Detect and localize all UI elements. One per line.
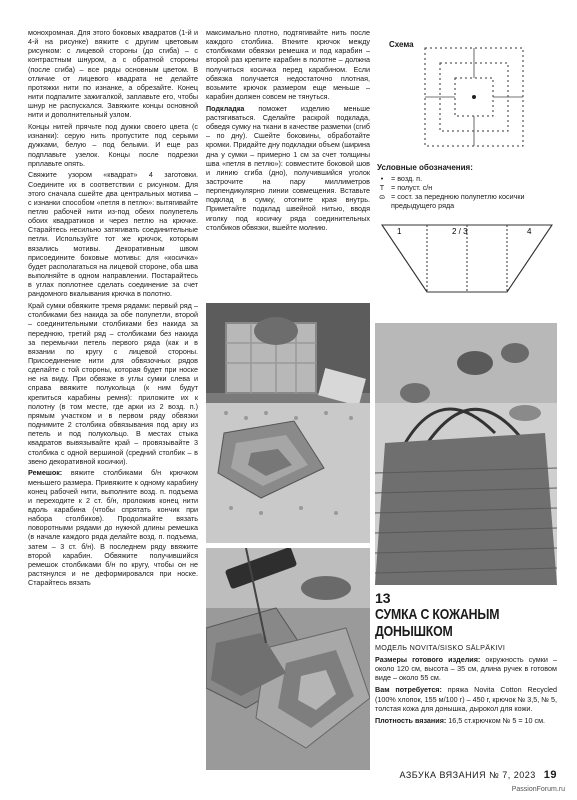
- pattern-title: СУМКА С КОЖАНЫМ ДОНЫШКОМ: [375, 606, 500, 640]
- bag-label-4: 4: [527, 227, 532, 236]
- pattern-model: МОДЕЛЬ NOVITA/SISKO SÄLPÄKIVI: [375, 643, 506, 652]
- bag-label-1: 1: [397, 227, 402, 236]
- pattern-size: [375, 655, 557, 682]
- legend-row: [377, 192, 557, 210]
- pattern-info: [375, 590, 557, 728]
- bag-assembly-diagram: [377, 220, 557, 300]
- photo-basket-with-square: [206, 303, 370, 543]
- legend-text: = полуст. с/н: [391, 183, 433, 192]
- legend-text: = сост. за переднюю полупетлю косички предыдущего ряда: [391, 192, 525, 210]
- paragraph: Концы нитей прячьте под дужки своего цвета (с изнанки): серую нить пропустите под серыми дужками, белую – под белыми. И еще раз подплавьте узелок. Концы после подрезки прплавьте опять.: [28, 122, 198, 168]
- pattern-density-text: 16,5 ст.крючком № 5 = 10 см.: [448, 715, 546, 725]
- legend-text: = возд. п.: [391, 174, 423, 183]
- legend-symbol: ɷ: [379, 192, 385, 201]
- pattern-size-label: Размеры готового изделия:: [375, 655, 481, 664]
- page-footer: [399, 769, 557, 781]
- legend-title: Условные обозначения:: [377, 163, 473, 172]
- text-column-left: [28, 28, 198, 590]
- photo-finished-bag: [375, 323, 557, 585]
- paragraph: Край сумки обвяжите тремя рядами: первый ряд – столбиками без накида за обе полупетли, второй – соединительными столбиками без накида за переднюю, третий ряд – столбиками без накида за перемычки петель первого ряда (как и в вязании по кругу с лицевой стороны. Присоединение нити для обвязочных рядов сделайте с той стороны, которая будет при носке не на виду. При обвязке в углы сумки слева и справа ввяжите полукольца (к ним будут крепиться карабины ремня): приложите их к полотну (в том месте, где арки из 2 возд. п.) прямым участком и в первом ряду обвязки поднимите 2 столбика обвязывания под арку из петель и под полукольцо. В местах стыка квадратов вывязывайте край – провязывайте 3 столбика с одной вершиной (средний столбик – в звено декоративной косички).: [28, 301, 198, 466]
- pattern-materials-text: пряжа Novita Cotton Recycled (100% хлопок, 155 м/100 г) – 450 г, крючок № 3,5, № 5, толстая кожа для донышка, дырокол для кожи.: [375, 685, 558, 713]
- crochet-scheme: [375, 28, 557, 328]
- pattern-size-text: окружность сумки – около 120 см, высота – 35 см, длина ручек в готовом виде – около 55 см.: [375, 655, 557, 683]
- paragraph: монохромная. Для этого боковых квадратов (1-й и 4-й на рисунке) вяжите с другим цветовым рисунком: с лицевой стороны (до сгиба) – с контрастным шнуром, а с обратной стороны (после сгиба) – все ряды основным цветом. В отличие от лицевого квадрата не делайте протяжки нити по изнанке, а обрезайте. Конец нити подпалите зажигалкой, заплавьте его, чтобы шнур не распускался. Завяжите концы основной нити и дополнительный узлом.: [28, 28, 198, 120]
- pattern-materials: [375, 685, 557, 712]
- page-number: 19: [543, 769, 557, 781]
- pattern-density-label: Плотность вязания:: [375, 715, 447, 725]
- legend: [377, 163, 557, 210]
- magazine-title: АЗБУКА ВЯЗАНИЯ № 7, 2023: [399, 770, 536, 780]
- pattern-number: 13: [375, 590, 391, 606]
- legend-row: [377, 174, 557, 183]
- bag-label-2-3: 2 / 3: [452, 227, 468, 236]
- pattern-density: [375, 716, 557, 725]
- legend-symbol: •: [380, 174, 384, 183]
- paragraph: максимально плотно, подтягивайте нить после каждого столбика. Вткните крючок между столбиками обвязки ремешка и под карабин – второй раз крепите карабин в полотне – должна получиться косичка перед карабином. Если обвязка получается недостаточно плотная, возьмите крючок размером еще меньше – карабин должен совсем не тянуться.: [206, 28, 370, 102]
- scheme-diagram: [415, 38, 533, 156]
- watermark: PassionForum.ru: [511, 786, 565, 793]
- pattern-materials-label: Вам потребуется:: [375, 685, 442, 695]
- paragraph: Свяжите узором «квадрат» 4 заготовки. Соедините их в соответствии с рисунком. Для этого сначала сшейте два центральных мотива – с изнанки способом «петля в петлю»: вытягивайте петлю рабочей нити из-под обеих полупетель обоих квадратиков и через петлю на крючке. Старайтесь несильно затягивать соединительные петли. Используйте тот же крючок, которым вязались мотивы. Декоративным швом присоедините боковые мотивы: для «косичка» будет располагаться на лицевой стороне, оба шва выполняйте в одном направлении. Постарайтесь в углах поплотнее сделать соединение за счет рандомного вкалывания крючка в полотно.: [28, 170, 198, 299]
- paragraph: Ремешок: вяжите столбиками б/н крючком меньшего размера. Привяжите к одному карабину конец рабочей нити, выполните возд. п. подъема и переходите к 2 ст. б/н, проложив конец нити вдоль карабина (чтобы спрятать кончик при набора столбиков). Продолжайте вязать поворотными рядами до нужной длины ремешка (в начале каждого ряда делайте возд. п. подъема, затем – 3 ст. б/н). В последнем ряду ввяжите второй карабин. Обвяжите получившийся ремешок столбиками б/н по кругу, чтобы он не растянулся и не деформировался при носке. Старайтесь вязать: [28, 468, 198, 588]
- text-column-middle: [206, 28, 370, 234]
- photo-knitted-squares: [206, 548, 370, 770]
- paragraph: Подкладка поможет изделию меньше растягиваться. Сделайте раскрой подклада, обведя сумку на ткани в качестве разметки (сгиб – по дну). Сшейте боковины, обработайте кромки. Придайте дну подкладки объем (ширина дна у сумки – примерно 1 см за счет толщины шва «петля в петлю»): совместите боковой шов и линию сгиба (дно), получившийся уголок застрочите на пару миллиметров перпендикулярно линии совмещения. Вставьте подклад в сумку, отогните края внутрь. Приметайте подклад швейной нитью, вводя иголку под косичку ряда соединительных столбиков обвязки, вшейте молнию.: [206, 103, 370, 232]
- legend-symbol: T: [379, 183, 385, 192]
- legend-row: [377, 183, 557, 192]
- scheme-title: Схема: [389, 40, 414, 49]
